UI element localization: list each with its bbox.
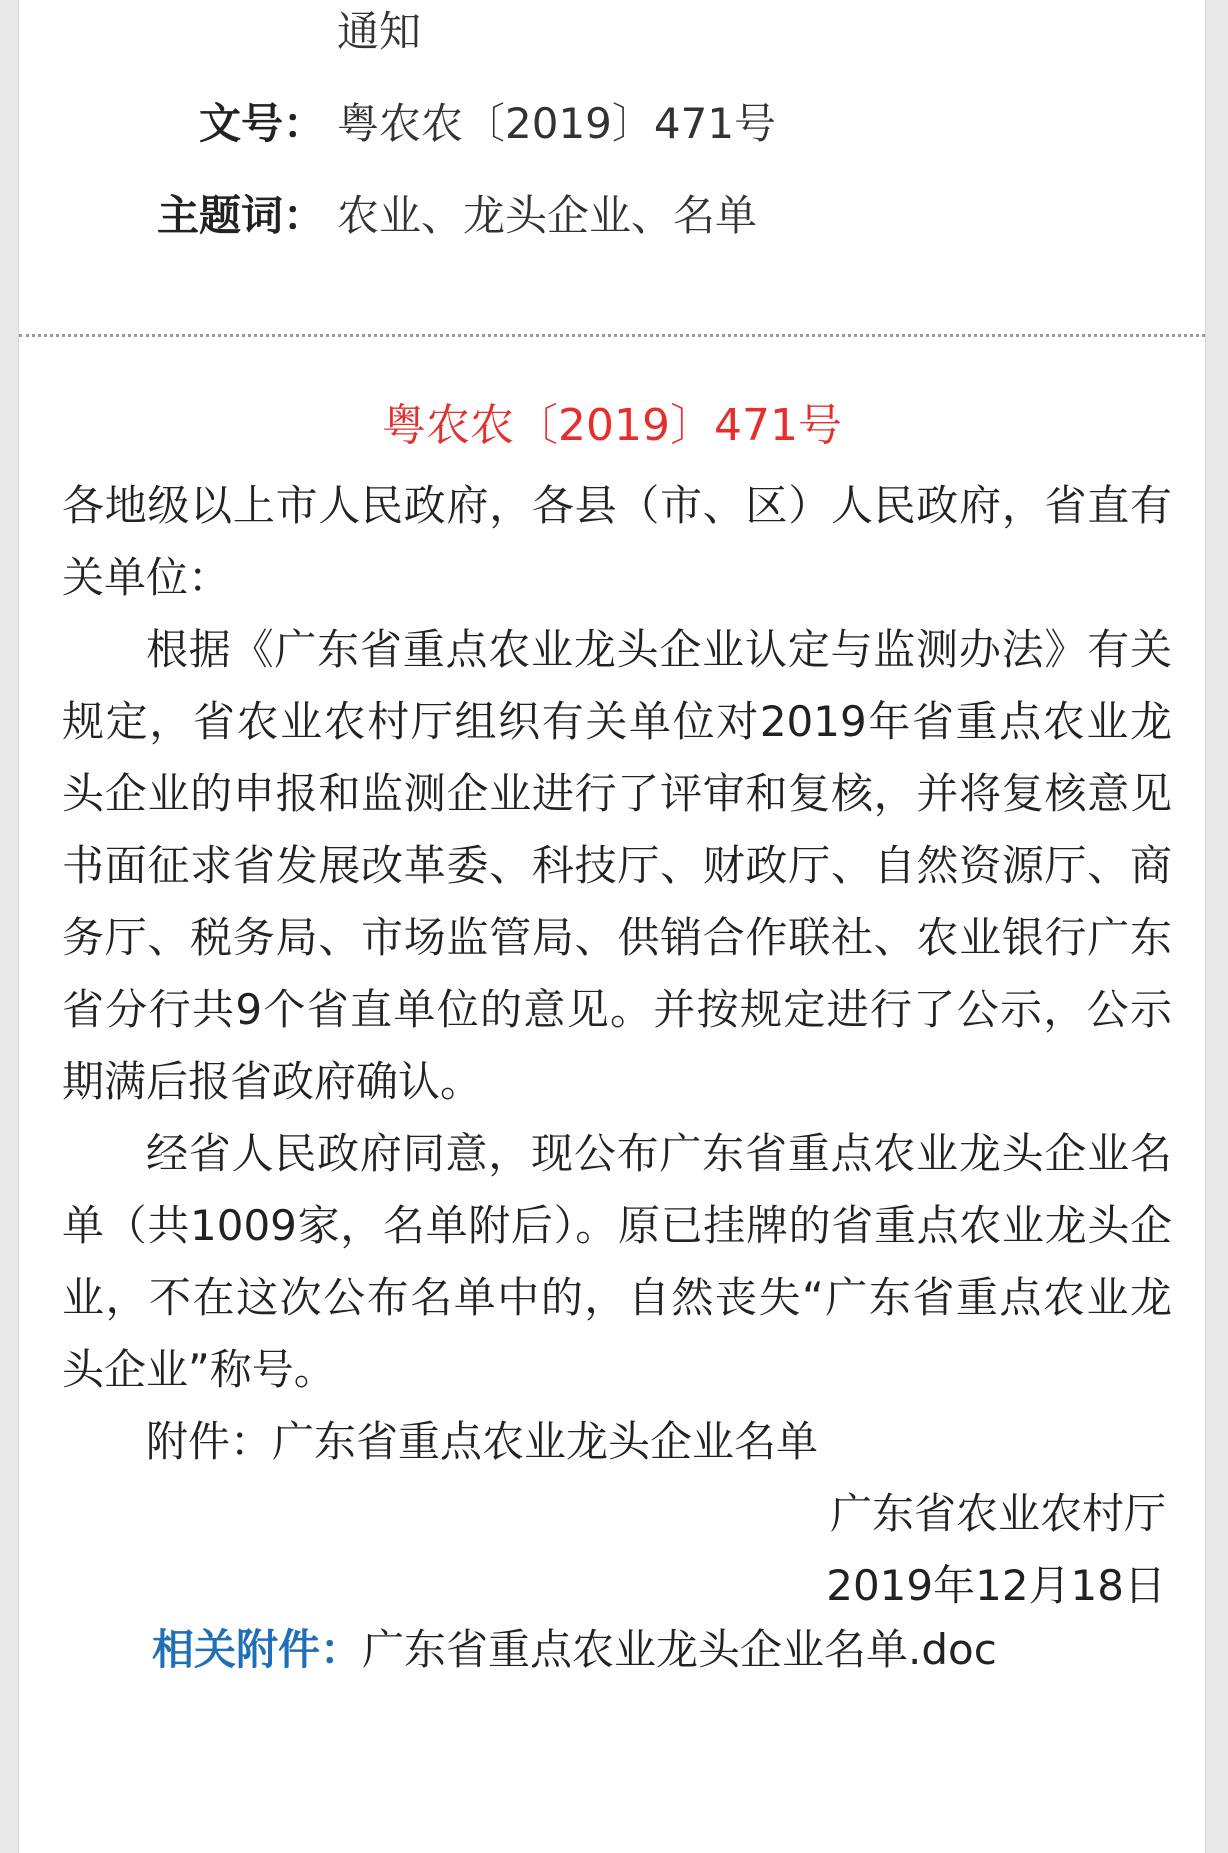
signature-org: 广东省农业农村厅 (829, 1489, 1166, 1538)
title-tail: 通知 (337, 7, 422, 56)
related-attachment (152, 1622, 997, 1678)
salutation: 各地级以上市人民政府，各县（市、区）人民政府，省直有关单位： (62, 481, 1172, 602)
attachment-line: 附件：广东省重点农业龙头企业名单 (146, 1417, 819, 1466)
dotted-divider (19, 334, 1205, 337)
paragraph-1: 根据《广东省重点农业龙头企业认定与监测办法》有关规定，省农业农村厅组织有关单位对2019年省重点农业龙头企业的申报和监测企业进行了评审和复核，并将复核意见书面征求省发展改革委、科技厅、财政厅、自然资源厅、商务厅、税务局、市场监管局、供销合作联社、农业银行广东省分行共9个省直单位的意见。并按规定进行了公示，公示期满后报省政府确认。 (62, 625, 1172, 1106)
doc-number-label: 文号： (198, 99, 325, 148)
keywords-label: 主题词： (156, 191, 325, 240)
paragraph-2: 经省人民政府同意，现公布广东省重点农业龙头企业名单（共1009家，名单附后）。原已挂牌的省重点农业龙头企业，不在这次公布名单中的，自然丧失“广东省重点农业龙头企业”称号。 (62, 1129, 1172, 1394)
keywords-value: 农业、龙头企业、名单 (337, 191, 758, 240)
document-number-heading: 粤农农〔2019〕471号 (382, 400, 842, 451)
attachment-file-link[interactable]: 广东省重点农业龙头企业名单.doc (362, 1625, 997, 1674)
related-attachment-label: 相关附件： (152, 1625, 363, 1674)
document-card (18, 0, 1206, 1853)
doc-number-value: 粤农农〔2019〕471号 (337, 99, 777, 148)
signature-date: 2019年12月18日 (826, 1561, 1166, 1610)
document-body (62, 470, 1172, 1622)
